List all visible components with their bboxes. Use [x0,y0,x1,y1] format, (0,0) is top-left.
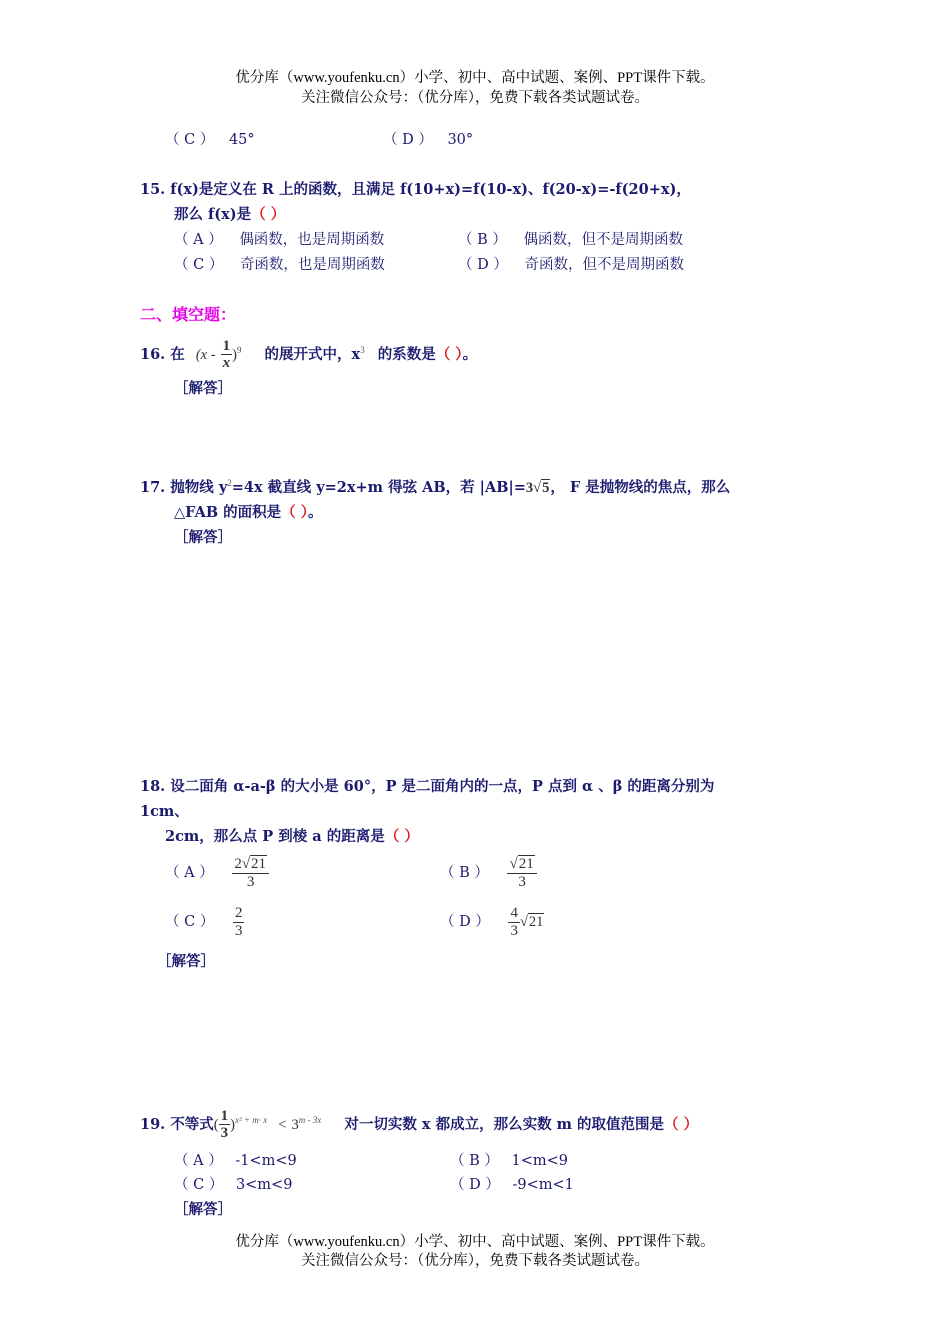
q18-option-b [440,850,537,896]
option-text: 奇函数，也是周期函数 [239,257,385,273]
q17-answer-blank: （ ） [281,504,308,521]
q18-option-a [165,850,269,896]
fraction-numerator: √21 [507,856,536,874]
q15-option-d [458,253,684,274]
option-d-radical: √21 [519,914,544,930]
q16-solution-label: ［解答］ [174,380,232,397]
fraction-numerator: 2 [234,905,243,921]
q14-option-d [383,128,473,149]
q19-less-than: < [278,1116,287,1133]
radicand: 21 [518,856,534,872]
q17-end: 。 [307,504,323,521]
q18-stem-line-3 [165,825,419,846]
option-a-fraction [232,856,269,890]
q19-option-a [174,1149,297,1170]
fraction-denominator: 3 [220,1125,229,1142]
fraction-denominator: 3 [510,922,518,939]
q18-option-d [440,899,544,945]
fraction-numerator: 2√21 [232,856,269,874]
q16-x-exponent: 3 [360,345,365,355]
q17-stem-line-2 [174,501,322,522]
radicand: 5 [542,480,550,496]
option-label: （ C ） [165,132,215,148]
q19-solution-label: ［解答］ [174,1201,232,1218]
q18-solution-label: ［解答］ [157,953,215,970]
q15-option-b [458,228,683,249]
q14-option-c [165,128,255,149]
footer-line-2: 关注微信公众号：（优分库），免费下载各类试题试卷。 [301,1253,649,1269]
option-text: 奇函数，但不是周期函数 [524,257,684,273]
q17-text-a: 17. 抛物线 y [140,479,228,496]
q15-answer-blank: （ ） [251,206,286,223]
q16-mid-text: 的展开式中，x [264,345,361,363]
q19-lhs-exponent: x² + m· x [234,1115,268,1125]
section-title-fill-in: 二、填空题： [140,305,237,324]
paren-open: ( [213,1116,219,1133]
q19-stem [140,1098,698,1142]
q18-option-c [165,899,244,945]
q17-stem-line-1 [140,476,730,497]
option-d-fraction [508,905,520,939]
option-text: 3<m<9 [235,1177,293,1193]
option-text: 偶函数，也是周期函数 [239,232,385,248]
q19-option-d [450,1173,574,1194]
option-label: （ A ） [165,865,214,881]
fraction-denominator: x [222,355,231,372]
option-label: （ D ） [458,257,508,273]
option-label: （ D ） [383,132,433,148]
option-c-fraction [233,905,245,939]
q17-text-d: △FAB 的面积是 [174,504,282,521]
option-text: 偶函数，但不是周期函数 [523,232,683,248]
fraction-denominator: 3 [518,873,526,890]
q19-rhs-base: 3 [291,1116,299,1133]
q15-stem-line-2 [174,203,285,224]
radicand: 21 [528,914,544,930]
q17-text-b: =4x 截直线 y=2x+m 得弦 AB，若 |AB|= [231,479,526,496]
q17-text-c: ， F 是抛物线的焦点，那么 [550,479,731,496]
fraction-numerator: 1 [222,337,231,354]
q18-stem-line-2: 1cm、 [140,803,189,820]
q16-exponent: 9 [236,345,242,355]
option-label: （ B ） [450,1153,499,1169]
q16-stem [140,328,477,372]
option-text: 45° [228,132,255,148]
option-label: （ B ） [458,232,507,248]
q16-after-text: 的系数是 [377,345,436,363]
header-line-1: 优分库（www.youfenku.cn）小学、初中、高中试题、案例、PPT课件下载。 [235,70,715,86]
q15-option-c [174,253,385,274]
option-label: （ D ） [450,1177,500,1193]
option-text: -9<m<1 [512,1177,574,1193]
fraction-numerator: 4 [510,905,518,921]
option-label: （ C ） [174,1177,224,1193]
q16-prefix: 16. 在 [140,345,185,363]
paren-close: ) [230,1116,235,1133]
q19-option-b [450,1149,568,1170]
option-label: （ C ） [174,257,224,273]
q16-expr-open: (x - [195,346,216,363]
q16-fraction [221,338,233,372]
option-text: -1<m<9 [235,1153,297,1169]
q19-rhs-exponent: m - 3x [298,1115,322,1125]
radical-coefficient: 2 [234,856,242,872]
fraction-numerator: 1 [220,1107,229,1124]
q15-option-a [174,228,384,249]
option-text: 1<m<9 [511,1153,568,1169]
q18-stem-line-1: 18. 设二面角 α-a-β 的大小是 60°，P 是二面角内的一点，P 点到 α 、β 的距离分别为 [140,778,715,795]
q19-text: 对一切实数 x 都成立，那么实数 m 的取值范围是 [344,1115,665,1133]
fraction-denominator: 3 [234,922,243,939]
option-label: （ D ） [440,914,490,930]
q19-prefix: 19. 不等式 [140,1115,214,1133]
q17-solution-label: ［解答］ [174,529,232,546]
q16-end: 。 [462,345,478,363]
radicand: 21 [251,856,267,872]
q17-y-exponent: 2 [227,478,232,489]
fraction-denominator: 3 [246,873,255,890]
q16-answer-blank: （ ） [435,345,463,363]
q17-radical: 3√5 [525,480,550,496]
header-line-2: 关注微信公众号：（优分库），免费下载各类试题试卷。 [301,90,649,106]
q18-text: 2cm，那么点 P 到棱 a 的距离是 [165,828,385,845]
q19-answer-blank: （ ） [664,1115,699,1133]
footer-line-1: 优分库（www.youfenku.cn）小学、初中、高中试题、案例、PPT课件下载。 [235,1234,715,1250]
q18-answer-blank: （ ） [384,828,419,845]
option-label: （ C ） [165,914,215,930]
radical-coefficient: 3 [525,480,534,496]
option-text: 30° [447,132,474,148]
option-label: （ A ） [174,232,223,248]
q19-fraction [219,1108,231,1142]
q19-option-c [174,1173,292,1194]
q16-expr-close: ) [232,346,237,363]
option-b-fraction [507,856,536,890]
q15-stem-line-1: 15. f(x)是定义在 R 上的函数，且满足 f(10+x)=f(10-x)、f(20-x)=-f(20+x)， [140,181,691,198]
option-label: （ A ） [174,1153,223,1169]
option-label: （ B ） [440,865,489,881]
q15-stem-text: 那么 f(x)是 [174,206,252,223]
